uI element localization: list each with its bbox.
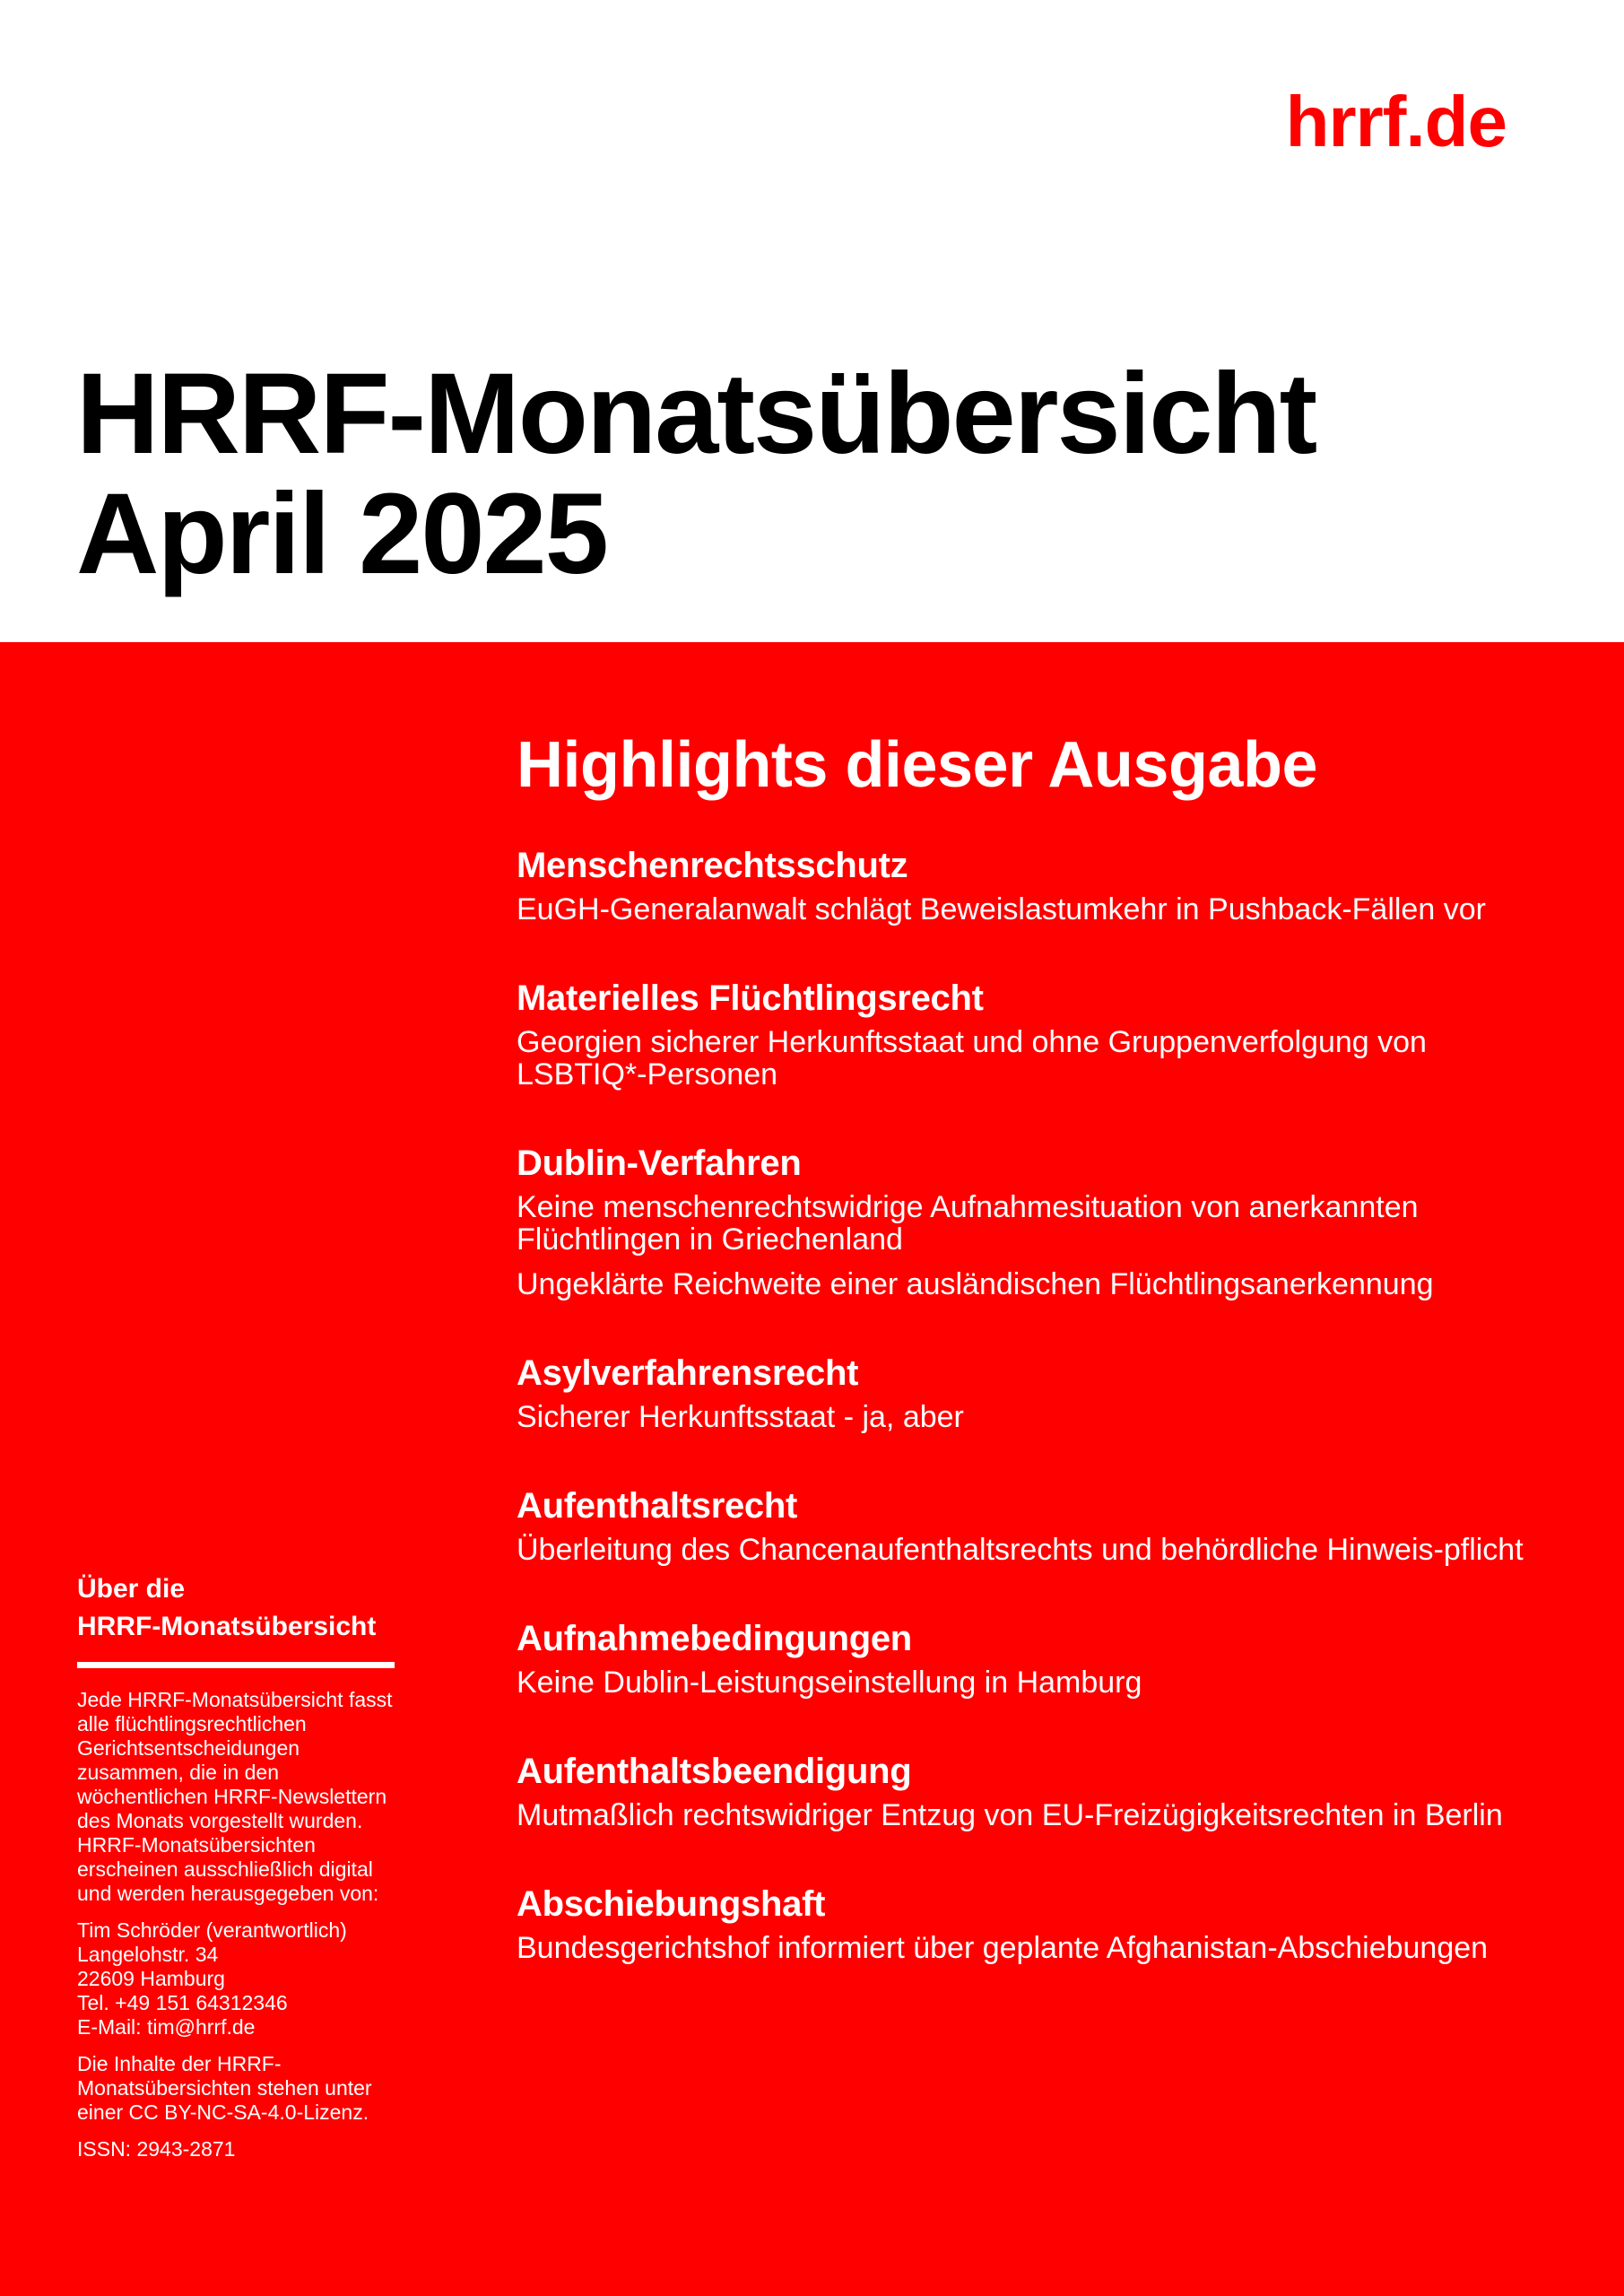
header-area: [0, 0, 1624, 642]
about-title: [77, 1570, 395, 1646]
publisher-city: 22609 Hamburg: [77, 1967, 225, 1990]
publisher-phone: Tel. +49 151 64312346: [77, 1991, 288, 2014]
section-title: Asylverfahrensrecht: [517, 1352, 859, 1393]
page-title: [76, 350, 1316, 598]
publisher-address: [77, 1918, 395, 2039]
about-title-line-2: HRRF-Monatsübersicht: [77, 1612, 377, 1641]
highlights-column: [517, 729, 1548, 2016]
highlight-section: [517, 1485, 1548, 1566]
highlight-section: [517, 1883, 1548, 1964]
highlight-item[interactable]: Überleitung des Chancenaufenthaltsrechts und behördliche Hinweis-pflicht: [517, 1532, 1524, 1567]
publisher-email[interactable]: E-Mail: tim@hrrf.de: [77, 2015, 256, 2039]
highlight-item[interactable]: Bundesgerichtshof informiert über geplante Afghanistan-Abschiebungen: [517, 1930, 1489, 1965]
highlight-section: [517, 978, 1548, 1091]
section-title: Aufenthaltsbeendigung: [517, 1751, 912, 1791]
publisher-name: Tim Schröder (verantwortlich): [77, 1918, 347, 1942]
highlight-item[interactable]: Sicherer Herkunftsstaat - ja, aber: [517, 1399, 964, 1434]
highlight-item[interactable]: EuGH-Generalanwalt schlägt Beweislastumkehr in Pushback-Fällen vor: [517, 891, 1486, 926]
highlight-section: [517, 1143, 1548, 1300]
title-line-2: April 2025: [76, 470, 607, 598]
issn: ISSN: 2943-2871: [77, 2137, 236, 2161]
highlight-item[interactable]: Ungeklärte Reichweite einer ausländischen Flüchtlingsanerkennung: [517, 1266, 1434, 1301]
section-title: Abschiebungshaft: [517, 1883, 826, 1924]
highlight-item[interactable]: Mutmaßlich rechtswidriger Entzug von EU-Freizügigkeitsrechten in Berlin: [517, 1797, 1503, 1832]
highlights-sections: [517, 845, 1548, 1964]
highlight-item[interactable]: Georgien sicherer Herkunftsstaat und ohne Gruppenverfolgung von LSBTIQ*-Personen: [517, 1024, 1427, 1091]
brand-logo-text[interactable]: hrrf.de: [1285, 82, 1507, 161]
section-title: Dublin-Verfahren: [517, 1143, 802, 1183]
about-intro: Jede HRRF-Monatsübersicht fasst alle flüchtlingsrechtlichen Gerichtsentscheidungen zusammen, die in den wöchentlichen HRRF-Newslettern des Monats vorgestellt wurden. HRRF-Monatsübersichten erscheinen ausschließlich digital und werden herausgegeben von:: [77, 1688, 393, 1905]
section-title: Aufenthaltsrecht: [517, 1485, 798, 1526]
section-title: Aufnahmebedingungen: [517, 1618, 912, 1658]
highlight-section: [517, 1751, 1548, 1831]
publisher-street: Langelohstr. 34: [77, 1943, 219, 1966]
section-title: Menschenrechtsschutz: [517, 845, 908, 885]
highlights-heading: Highlights dieser Ausgabe: [517, 729, 1317, 801]
title-line-1: HRRF-Monatsübersicht: [76, 350, 1316, 478]
highlight-item[interactable]: Keine menschenrechtswidrige Aufnahmesituation von anerkannten Flüchtlingen in Griechenland: [517, 1189, 1419, 1257]
highlight-section: [517, 1352, 1548, 1433]
highlight-section: [517, 1618, 1548, 1699]
about-box: [77, 1570, 395, 2174]
highlight-section: [517, 845, 1548, 926]
content-panel: [0, 642, 1624, 2296]
about-divider: [77, 1662, 395, 1668]
highlight-item[interactable]: Keine Dublin-Leistungseinstellung in Hamburg: [517, 1665, 1142, 1700]
section-title: Materielles Flüchtlingsrecht: [517, 978, 984, 1018]
about-title-line-1: Über die: [77, 1574, 186, 1604]
license-note: Die Inhalte der HRRF-Monatsübersichten stehen unter einer CC BY-NC-SA-4.0-Lizenz.: [77, 2052, 372, 2124]
